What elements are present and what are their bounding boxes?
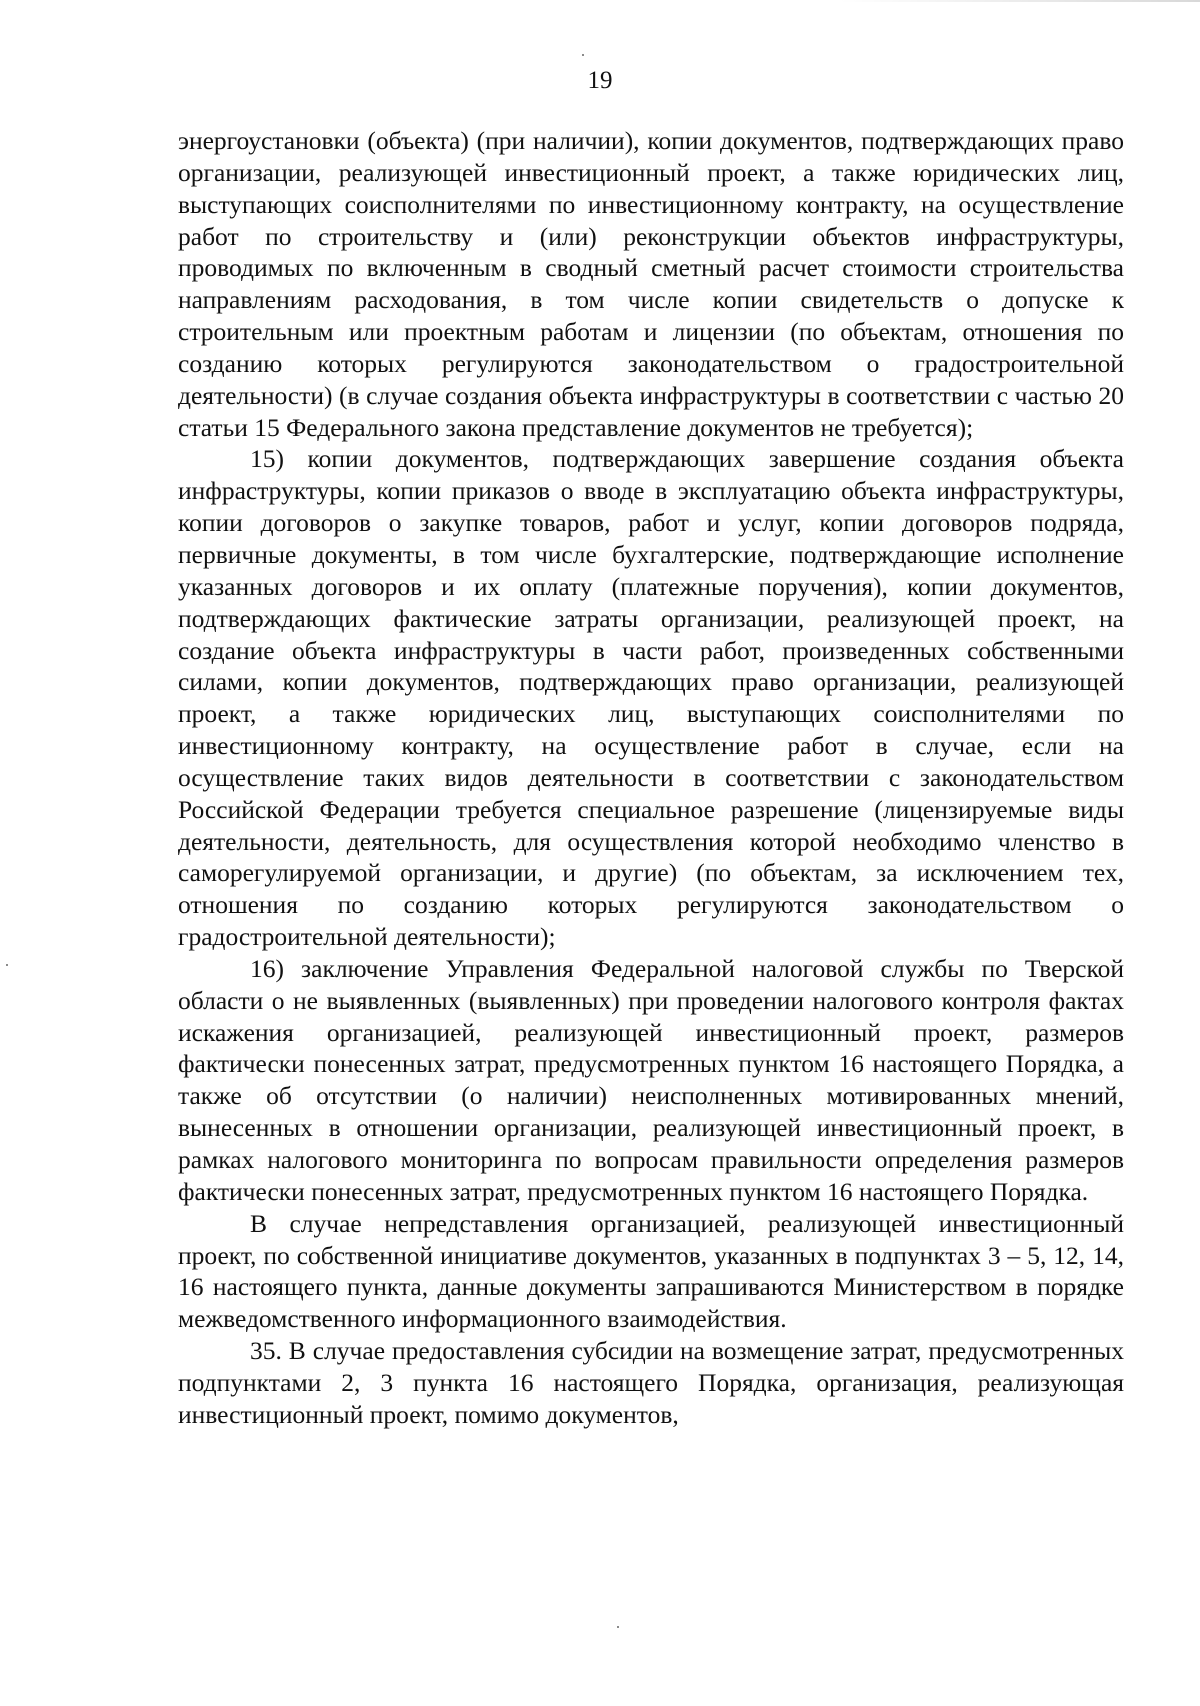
scan-speck [617,1626,619,1628]
paragraph-clause-35: 35. В случае предоставления субсидии на возмещение затрат, предусмотренных подпунктами 2, 3 пункта 16 настоящего Порядка, организация, реализующая инвестиционный проект, помимо документов, [178,1336,1124,1429]
document-body [178,125,1124,1431]
paragraph-item-16: 16) заключение Управления Федеральной налоговой службы по Тверской области о не выявленных (выявленных) при проведении налогового контроля фактах искажения организацией, реализующей инвестиционный проект, размеров фактически понесенных затрат, предусмотренных пунктом 16 настоящего Порядка, а также об отсутствии (о наличии) неисполненных мотивированных мнений, вынесенных в отношении организации, реализующей инвестиционный проект, в рамках налогового мониторинга по вопросам правильности определения размеров фактически понесенных затрат, предусмотренных пунктом 16 настоящего Порядка. [178,953,1124,1206]
paragraph-continuation: энергоустановки (объекта) (при наличии), копии документов, подтверждающих право организации, реализующей инвестиционный проект, а также юридических лиц, выступающих соисполнителями по инвестиционному контракту, на осуществление работ по строительству и (или) реконструкции объектов инфраструктуры, проводимых по включенным в сводный сметный расчет стоимости строительства направлениям расходования, в том числе копии свидетельств о допуске к строительным или проектным работам и лицензии (по объектам, отношения по созданию которых регулируются законодательством о градостроительной деятельности) (в случае создания объекта инфраструктуры в соответствии с частью 20 статьи 15 Федерального закона представление документов не требуется); [178,126,1124,442]
scan-speck [582,54,584,56]
paragraph-nonsubmission: В случае непредставления организацией, реализующей инвестиционный проект, по собственной инициативе документов, указанных в подпунктах 3 – 5, 12, 14, 16 настоящего пункта, данные документы запрашиваются Министерством в порядке межведомственного информационного взаимодействия. [178,1208,1124,1334]
scan-speck [6,964,8,966]
paragraph-item-15: 15) копии документов, подтверждающих завершение создания объекта инфраструктуры, копии приказов о вводе в эксплуатацию объекта инфраструктуры, копии договоров о закупке товаров, работ и услуг, копии договоров подряда, первичные документы, в том числе бухгалтерские, подтверждающие исполнение указанных договоров и их оплату (платежные поручения), копии документов, подтверждающих фактические затраты организации, реализующей проект, на создание объекта инфраструктуры в части работ, произведенных собственными силами, копии документов, подтверждающих право организации, реализующей проект, а также юридических лиц, выступающих соисполнителями по инвестиционному контракту, на осуществление работ в случае, если на осуществление таких видов деятельности в соответствии с законодательством Российской Федерации требуется специальное разрешение (лицензируемые виды деятельности, деятельность, для осуществления которой необходимо членство в саморегулируемой организации, и другие) (по объектам, за исключением тех, отношения по созданию которых регулируются законодательством о градостроительной деятельности); [178,444,1124,952]
scan-edge [0,0,1200,2]
page-number: 19 [587,67,613,94]
